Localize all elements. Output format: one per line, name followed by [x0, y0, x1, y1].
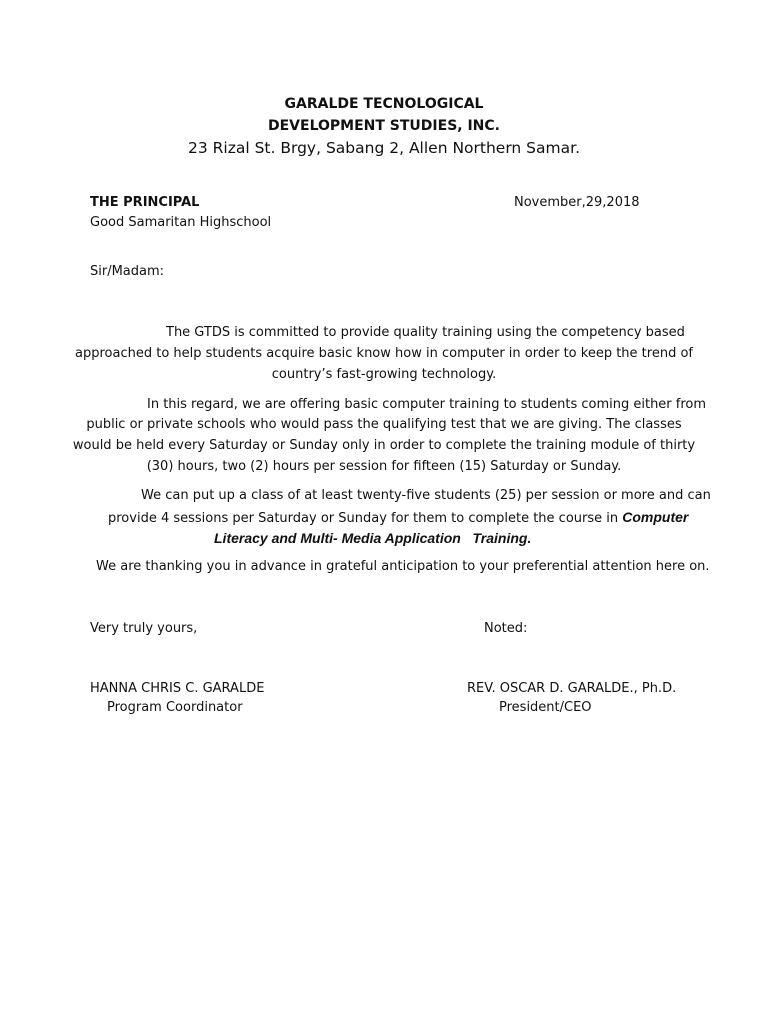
- paragraph-3-line-1: We can put up a class of at least twenty-five students (25) per session or more and can: [141, 488, 711, 503]
- paragraph-4: We are thanking you in advance in grateful anticipation to your preferential attention here on.: [96, 559, 710, 574]
- closing-right: Noted:: [484, 621, 528, 636]
- signatory-right-title: President/CEO: [499, 700, 592, 715]
- paragraph-3-line-3: [214, 528, 531, 547]
- signatory-left-name: HANNA CHRIS C. GARALDE: [90, 681, 265, 696]
- course-name-part-1: Computer: [622, 509, 689, 525]
- closing-left: Very truly yours,: [90, 621, 198, 636]
- paragraph-2-line-2: public or private schools who would pass the qualifying test that we are giving. The classes: [86, 417, 682, 432]
- org-name-line2: DEVELOPMENT STUDIES, INC.: [268, 118, 500, 134]
- recipient-school: Good Samaritan Highschool: [90, 215, 272, 230]
- paragraph-2-line-3: would be held every Saturday or Sunday only in order to complete the training module of thirty: [72, 438, 696, 453]
- org-address: 23 Rizal St. Brgy, Sabang 2, Allen Northern Samar.: [188, 139, 580, 157]
- signatory-right-name: REV. OSCAR D. GARALDE., Ph.D.: [467, 681, 677, 696]
- course-name-period: .: [527, 530, 532, 546]
- recipient-title: THE PRINCIPAL: [90, 195, 200, 210]
- org-name-line1: GARALDE TECNOLOGICAL: [284, 96, 484, 112]
- paragraph-1-line-2: approached to help students acquire basic know how in computer in order to keep the trend of: [75, 346, 693, 361]
- paragraph-1-line-1: The GTDS is committed to provide quality training using the competency based: [166, 325, 685, 340]
- paragraph-2-line-4: (30) hours, two (2) hours per session for fifteen (15) Saturday or Sunday.: [146, 459, 622, 474]
- letter-date: November,29,2018: [514, 195, 640, 210]
- paragraph-1-line-3: country’s fast-growing technology.: [271, 367, 497, 382]
- paragraph-2-line-1: In this regard, we are offering basic computer training to students coming either from: [147, 397, 707, 412]
- course-name-part-2: Literacy and Multi- Media Application Training: [214, 530, 528, 546]
- salutation: Sir/Madam:: [90, 264, 165, 279]
- paragraph-3-line-2: [108, 509, 688, 526]
- paragraph-3-line-2-text: provide 4 sessions per Saturday or Sunday for them to complete the course in: [108, 511, 619, 526]
- signatory-left-title: Program Coordinator: [107, 700, 243, 715]
